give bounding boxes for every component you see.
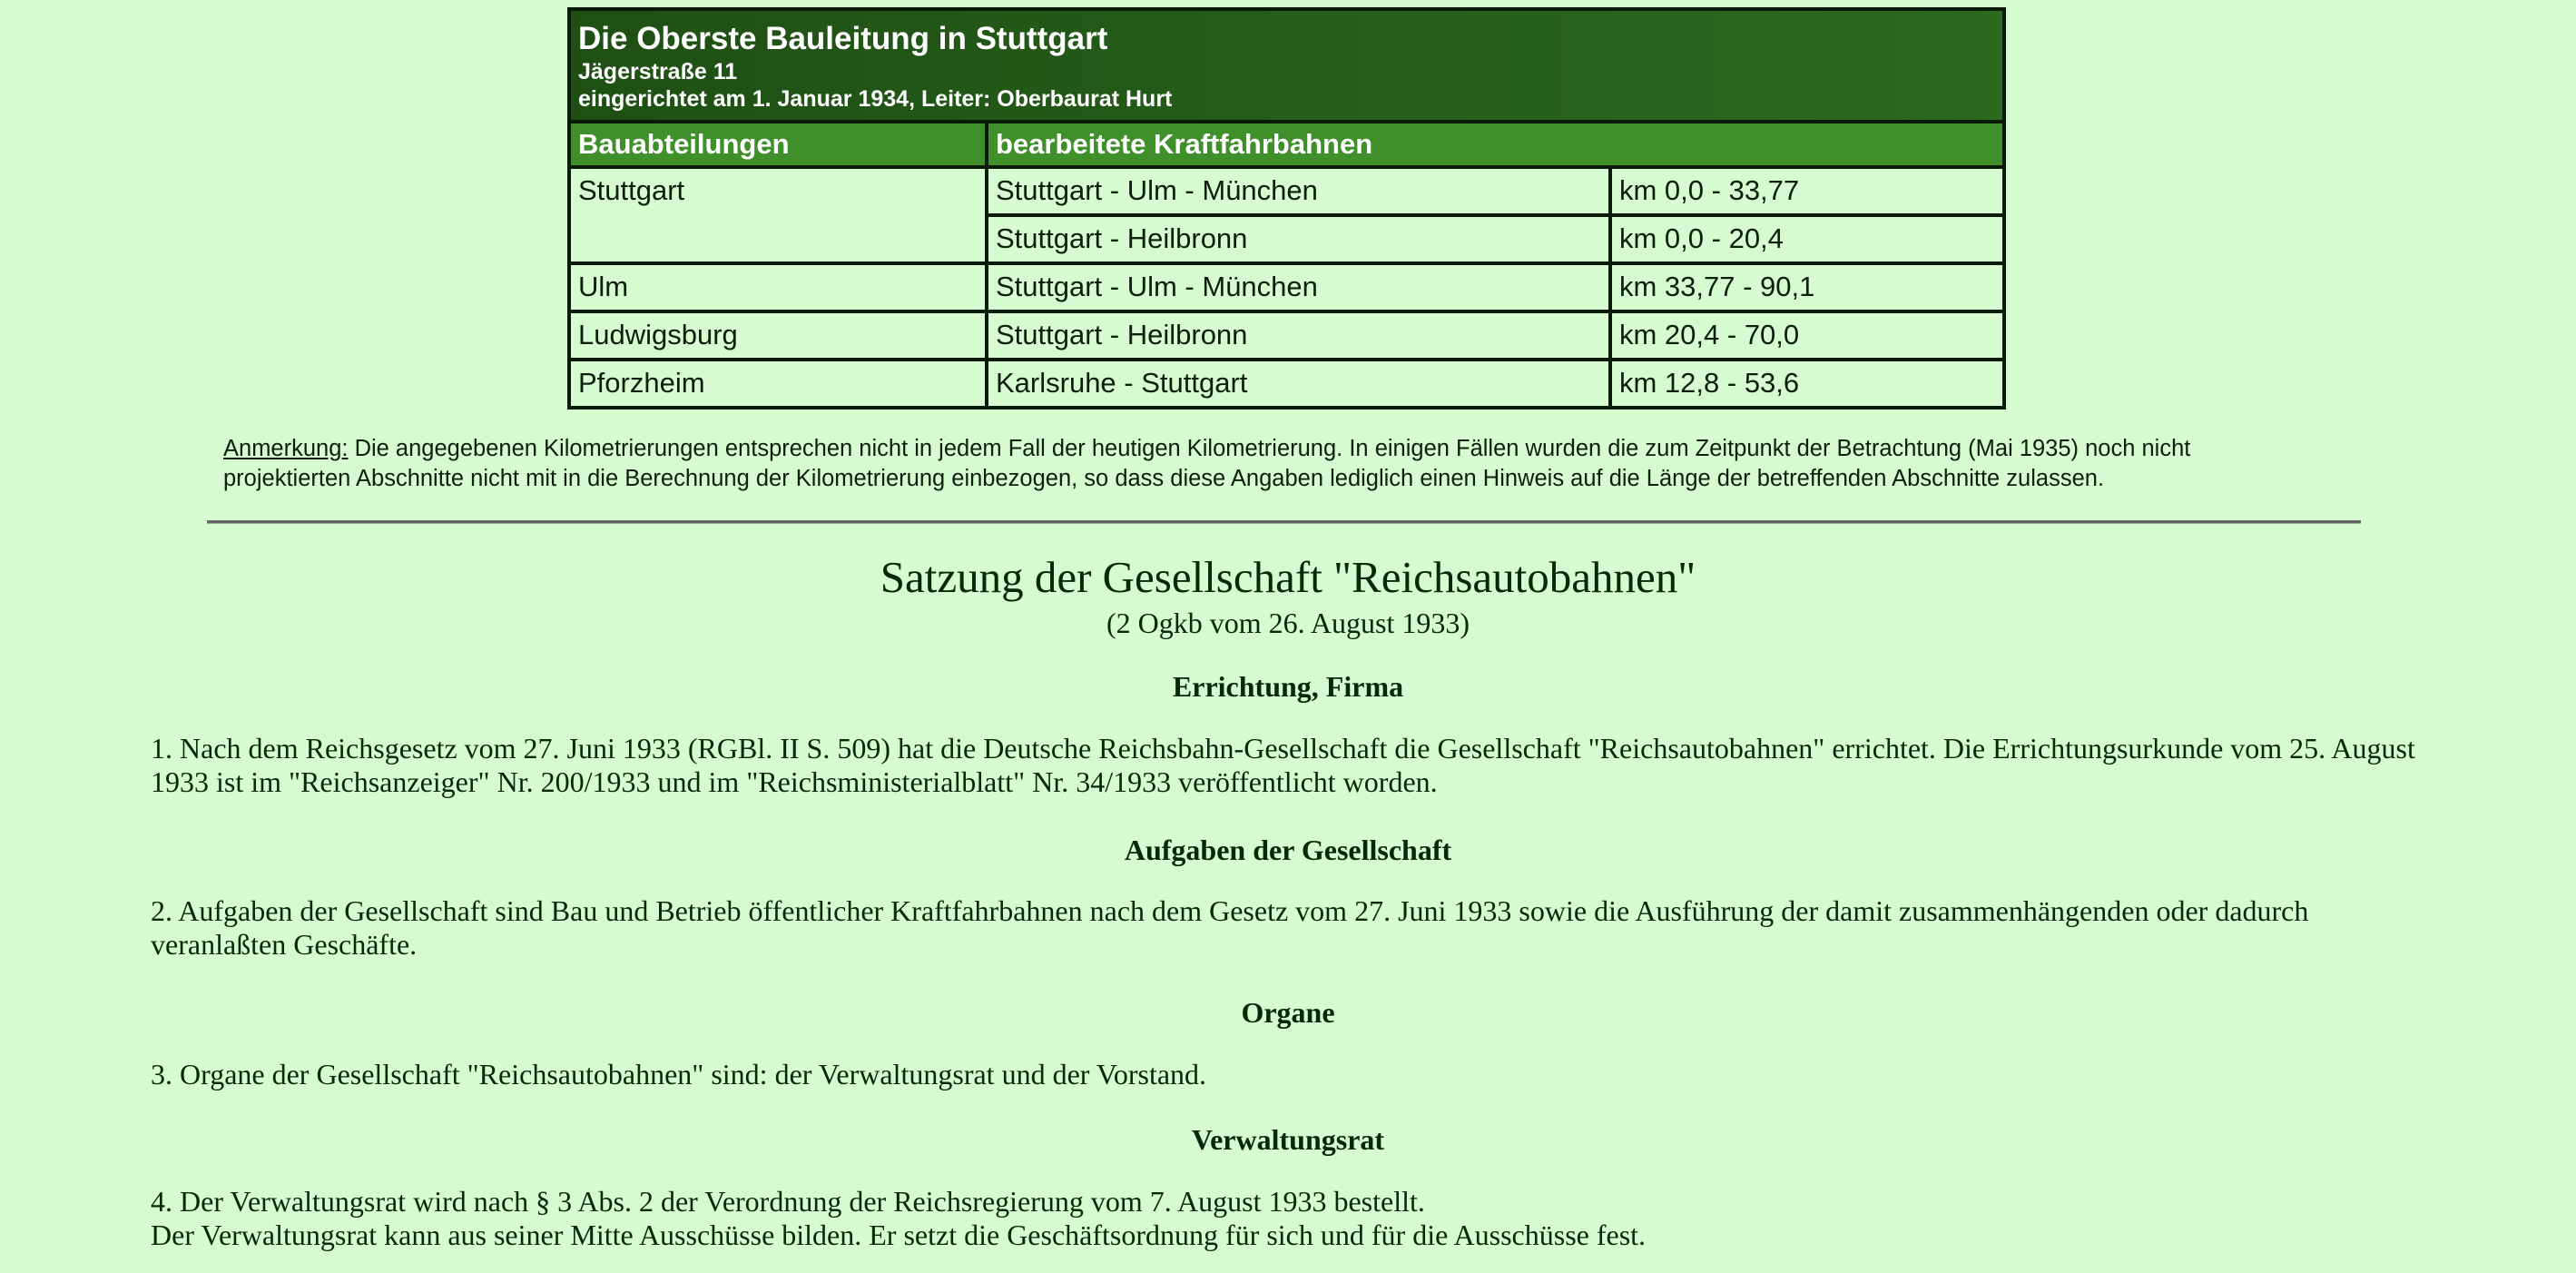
paragraph-1-line-2: 1933 ist im "Reichsanzeiger" Nr. 200/1933 und im "Reichsministerialblatt" Nr. 34/1933 veröffentlicht worden. — [151, 765, 1438, 798]
note-line-2: projektierten Abschnitte nicht mit in die Berechnung der Kilometrierung einbezogen, so dass diese Angaben lediglich einen Hinweis auf die Länge der betreffenden Abschnitte zulassen. — [223, 466, 2105, 491]
paragraph-2-line-1: 2. Aufgaben der Gesellschaft sind Bau und Betrieb öffentlicher Kraftfahrbahnen nach dem Gesetz vom 27. Juni 1933 sowie die Ausführung der damit zusammenhängenden oder dadurch — [151, 894, 2309, 927]
kilometrierung-note — [223, 434, 2420, 494]
table-address: Jägerstraße 11 — [578, 59, 738, 84]
division-cell: Stuttgart — [569, 167, 987, 263]
division-cell: Pforzheim — [569, 360, 987, 408]
paragraph-2 — [151, 894, 2438, 962]
route-cell: Stuttgart - Ulm - München — [987, 167, 1610, 215]
route-cell: Stuttgart - Heilbronn — [987, 215, 1610, 263]
division-cell: Ludwigsburg — [569, 311, 987, 360]
table-title: Die Oberste Bauleitung in Stuttgart — [578, 21, 1108, 56]
note-label: Anmerkung: — [223, 436, 349, 461]
table-row — [569, 360, 2004, 408]
bauleitung-table — [567, 7, 2006, 410]
km-cell: km 33,77 - 90,1 — [1610, 263, 2004, 311]
table-header-row — [569, 9, 2004, 122]
column-header-row — [569, 122, 2004, 167]
paragraph-3-line-1: 3. Organe der Gesellschaft "Reichsautobahnen" sind: der Verwaltungsrat und der Vorstand. — [151, 1058, 1207, 1090]
km-cell: km 12,8 - 53,6 — [1610, 360, 2004, 408]
paragraph-4-line-1: 4. Der Verwaltungsrat wird nach § 3 Abs. 2 der Verordnung der Reichsregierung vom 7. August 1933 bestellt. — [151, 1185, 1425, 1218]
table-row — [569, 167, 2004, 215]
section-heading-errichtung: Errichtung, Firma — [1172, 670, 1404, 703]
paragraph-2-line-2: veranlaßten Geschäfte. — [151, 928, 418, 961]
note-line-1: Die angegebenen Kilometrierungen entsprechen nicht in jedem Fall der heutigen Kilometrierung. In einigen Fällen wurden die zum Zeitpunkt der Betrachtung (Mai 1935) noch nicht — [348, 436, 2191, 461]
table-row — [569, 263, 2004, 311]
horizontal-divider — [207, 520, 2361, 524]
table-row — [569, 311, 2004, 360]
statute-subtitle: (2 Ogkb vom 26. August 1933) — [1106, 607, 1470, 639]
division-cell: Ulm — [569, 263, 987, 311]
section-heading-verwaltungsrat: Verwaltungsrat — [1191, 1123, 1385, 1156]
paragraph-4 — [151, 1185, 2438, 1252]
route-cell: Stuttgart - Ulm - München — [987, 263, 1610, 311]
route-cell: Stuttgart - Heilbronn — [987, 311, 1610, 360]
paragraph-1 — [151, 732, 2438, 799]
km-cell: km 20,4 - 70,0 — [1610, 311, 2004, 360]
route-cell: Karlsruhe - Stuttgart — [987, 360, 1610, 408]
statute-title: Satzung der Gesellschaft "Reichsautobahnen" — [880, 552, 1696, 602]
km-cell: km 0,0 - 33,77 — [1610, 167, 2004, 215]
km-cell: km 0,0 - 20,4 — [1610, 215, 2004, 263]
section-heading-organe: Organe — [1241, 996, 1335, 1029]
paragraph-3 — [151, 1058, 2438, 1091]
col-header-routes: bearbeitete Kraftfahrbahnen — [987, 122, 2004, 167]
section-heading-aufgaben: Aufgaben der Gesellschaft — [1124, 834, 1452, 866]
paragraph-4-line-2: Der Verwaltungsrat kann aus seiner Mitte Ausschüsse bilden. Er setzt die Geschäftsordnung für sich und für die Ausschüsse fest. — [151, 1219, 1647, 1251]
table-established: eingerichtet am 1. Januar 1934, Leiter: Oberbaurat Hurt — [578, 86, 1173, 112]
table-title-cell — [569, 9, 2004, 122]
col-header-divisions: Bauabteilungen — [569, 122, 987, 167]
paragraph-1-line-1: 1. Nach dem Reichsgesetz vom 27. Juni 1933 (RGBl. II S. 509) hat die Deutsche Reichsbahn-Gesellschaft die Gesellschaft "Reichsautobahnen" errichtet. Die Errichtungsurkunde vom 25. August — [151, 732, 2415, 765]
